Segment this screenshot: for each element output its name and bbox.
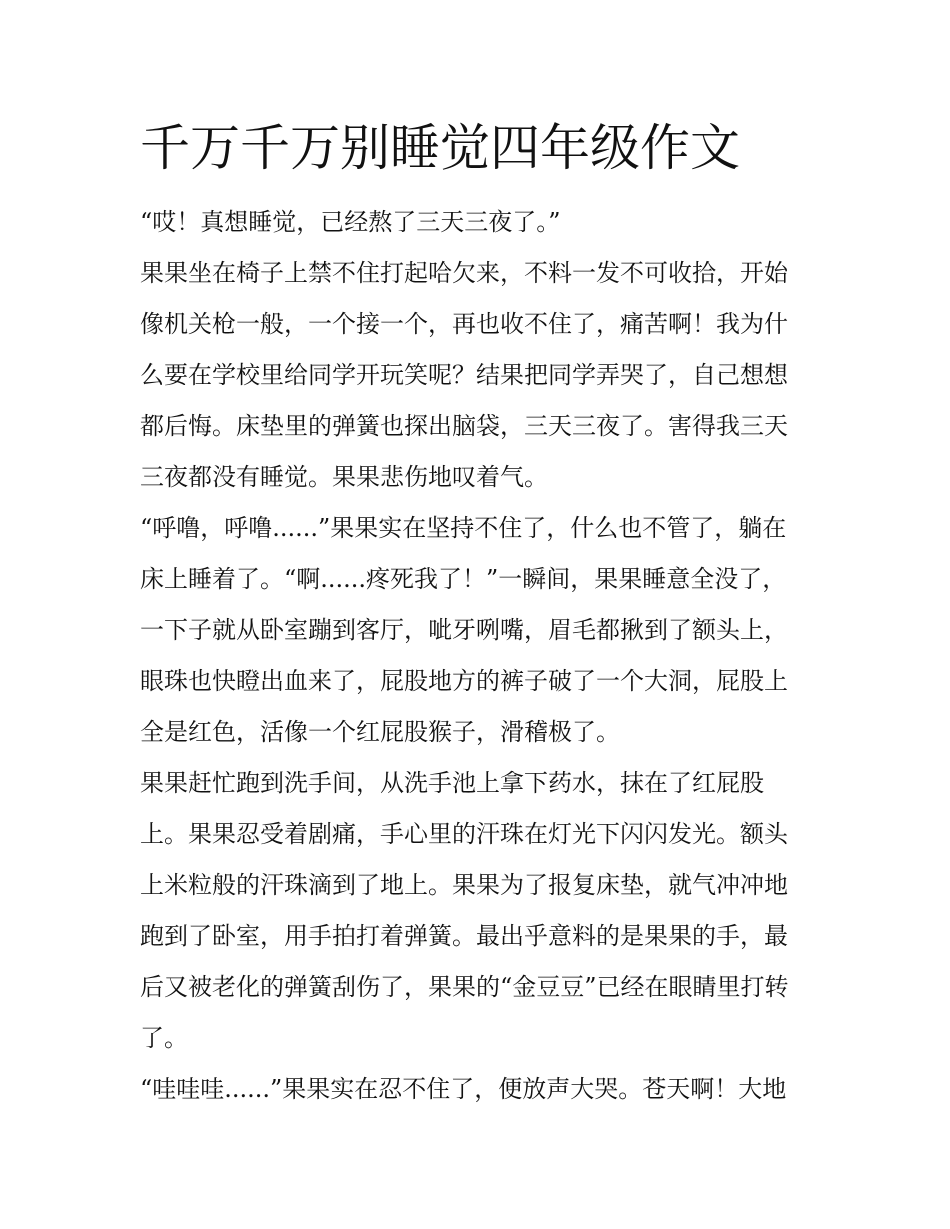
- text-line: 眼珠也快瞪出血来了，屁股地方的裤子破了一个大洞，屁股上: [140, 667, 788, 695]
- text-line: 果果坐在椅子上禁不住打起哈欠来，不料一发不可收拾，开始: [140, 259, 788, 287]
- text-line: 么要在学校里给同学开玩笑呢？结果把同学弄哭了，自己想想: [140, 361, 788, 389]
- text-line: “呼噜，呼噜......”果果实在坚持不住了，什么也不管了，躺在: [140, 514, 787, 542]
- text-line: 上米粒般的汗珠滴到了地上。果果为了报复床垫，就气冲冲地: [140, 871, 788, 899]
- text-line: 后又被老化的弹簧刮伤了，果果的“金豆豆”已经在眼睛里打转: [140, 973, 789, 1001]
- text-line: 三夜都没有睡觉。果果悲伤地叹着气。: [140, 463, 548, 491]
- text-line: 了。: [140, 1024, 188, 1052]
- text-line: 床上睡着了。“啊......疼死我了！”一瞬间，果果睡意全没了，: [140, 565, 787, 593]
- text-line: 上。果果忍受着剧痛，手心里的汗珠在灯光下闪闪发光。额头: [140, 820, 788, 848]
- page-title: 千万千万别睡觉四年级作文: [140, 119, 740, 177]
- text-line: 都后悔。床垫里的弹簧也探出脑袋，三天三夜了。害得我三天: [140, 412, 788, 440]
- text-line: “哇哇哇......”果果实在忍不住了，便放声大哭。苍天啊！大地: [140, 1075, 787, 1103]
- text-line: 果果赶忙跑到洗手间，从洗手池上拿下药水，抹在了红屁股: [140, 769, 764, 797]
- text-line: 跑到了卧室，用手拍打着弹簧。最出乎意料的是果果的手，最: [140, 922, 788, 950]
- text-line: “哎！真想睡觉，已经熬了三天三夜了。”: [140, 208, 561, 236]
- text-line: 像机关枪一般，一个接一个，再也收不住了，痛苦啊！我为什: [140, 310, 788, 338]
- text-line: 一下子就从卧室蹦到客厅，呲牙咧嘴，眉毛都揪到了额头上，: [140, 616, 788, 644]
- text-line: 全是红色，活像一个红屁股猴子，滑稽极了。: [140, 718, 620, 746]
